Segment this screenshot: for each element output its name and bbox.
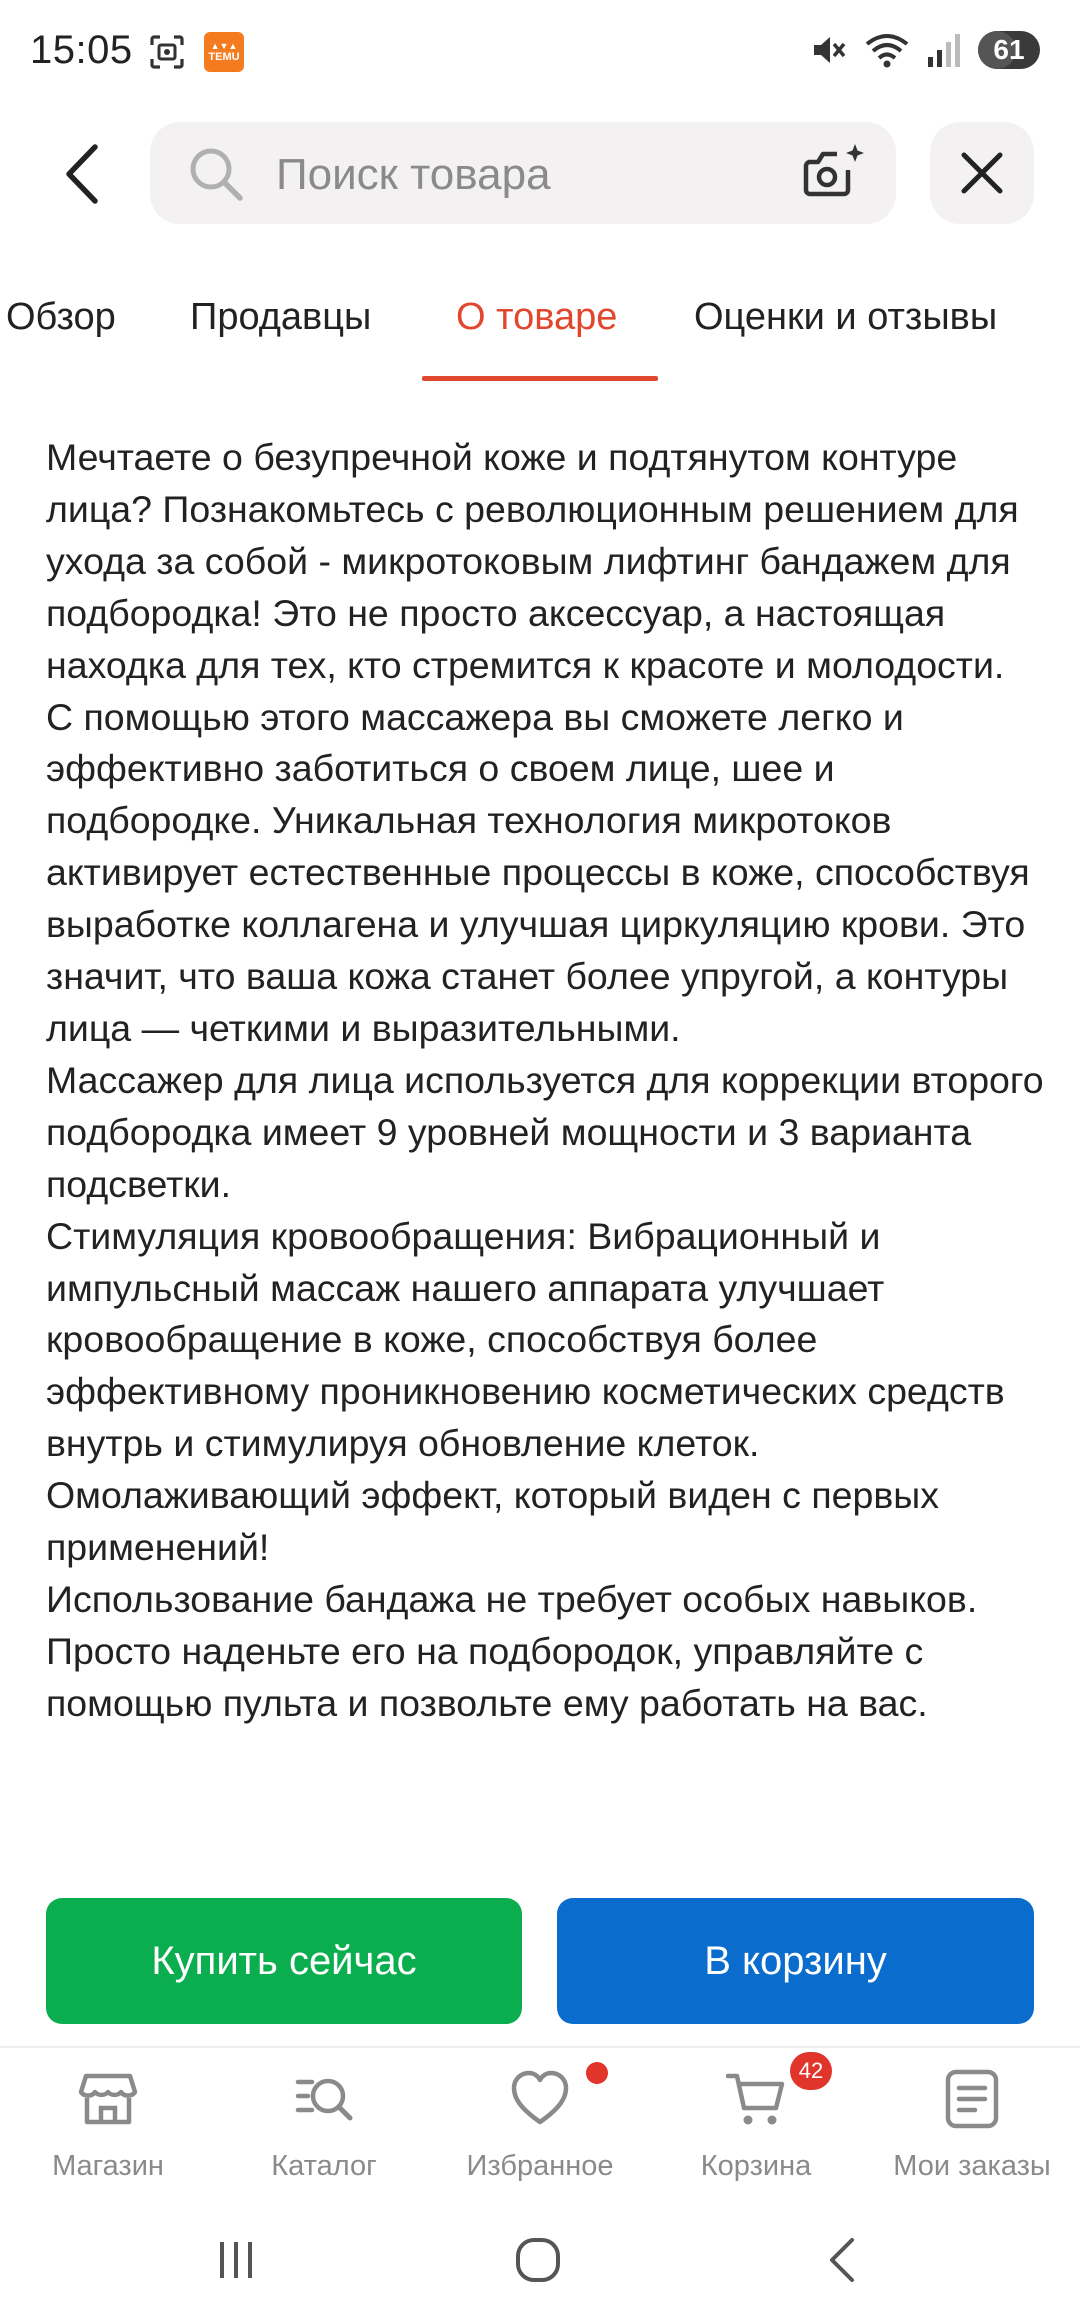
home-icon: [514, 2236, 562, 2284]
nav-item-favorites[interactable]: [432, 2048, 648, 2198]
system-back-icon: [824, 2236, 860, 2284]
close-icon: [959, 150, 1005, 196]
search-placeholder: Поиск товара: [276, 150, 551, 199]
camera-icon[interactable]: [800, 140, 866, 204]
nav-item-orders[interactable]: [864, 2048, 1080, 2198]
back-button[interactable]: [46, 134, 116, 214]
home-button[interactable]: [498, 2230, 578, 2290]
status-bar: [0, 0, 1080, 110]
status-right-icons: [808, 30, 1040, 70]
heart-icon: [510, 2068, 570, 2130]
screenshot-icon: [148, 33, 186, 71]
product-tabs: [0, 280, 1080, 384]
nav-label-favorites: Избранное: [466, 2150, 614, 2182]
system-back-button[interactable]: [802, 2230, 882, 2290]
description-paragraph: С помощью этого массажера вы сможете легко и эффективно заботиться о своем лице, шее и подбородке. Уникальная технология микротоков активирует естественные процессы в коже, способствуя выработке коллагена и улучшая циркуляцию крови. Это значит, что ваша кожа станет более упругой, а контуры лица — четкими и выразительными.: [46, 695, 1030, 1049]
nav-item-catalog[interactable]: [216, 2048, 432, 2198]
nav-label-cart: Корзина: [700, 2150, 812, 2182]
nav-item-cart[interactable]: [648, 2048, 864, 2198]
nav-label-orders: Мои заказы: [893, 2150, 1051, 2182]
mute-icon: [808, 30, 848, 70]
product-description: [46, 432, 1046, 1874]
system-navigation-bar: [0, 2210, 1080, 2316]
search-input[interactable]: [150, 122, 896, 224]
recent-apps-button[interactable]: [196, 2230, 276, 2290]
store-icon: [78, 2068, 138, 2130]
battery-icon: [978, 31, 1040, 69]
tab-about-product[interactable]: О товаре: [456, 296, 618, 338]
recent-apps-icon: [214, 2238, 258, 2282]
cart-count-badge: 42: [790, 2052, 832, 2090]
tab-sellers[interactable]: Продавцы: [190, 296, 372, 338]
description-paragraph: Использование бандажа не требует особых навыков.: [46, 1577, 978, 1620]
signal-icon: [926, 31, 962, 69]
temu-badge-label: TEMU: [208, 51, 240, 63]
battery-level: 61: [993, 34, 1025, 65]
description-paragraph: Просто наденьте его на подбородок, управляйте с помощью пульта и позвольте ему работать на вас.: [46, 1629, 928, 1724]
add-to-cart-button[interactable]: В корзину: [557, 1898, 1034, 2024]
nav-item-store[interactable]: [0, 2048, 216, 2198]
orders-icon: [942, 2068, 1002, 2130]
back-arrow-icon: [61, 143, 101, 205]
search-icon: [186, 144, 246, 204]
catalog-search-icon: [294, 2068, 354, 2130]
tab-overview[interactable]: Обзор: [6, 296, 116, 338]
buy-now-button[interactable]: Купить сейчас: [46, 1898, 522, 2024]
cart-icon: [726, 2068, 786, 2130]
description-paragraph: Стимуляция кровообращения: Вибрационный и импульсный массаж нашего аппарата улучшает кровообращение в коже, способствуя более эффективному проникновению косметических средств внутрь и стимулируя обновление клеток. Омолаживающий эффект, который виден с первых применений!: [46, 1214, 1005, 1569]
tab-reviews[interactable]: Оценки и отзывы: [694, 296, 998, 338]
nav-label-catalog: Каталог: [271, 2150, 377, 2182]
bottom-nav: [0, 2048, 1080, 2198]
status-time: 15:05: [30, 28, 133, 72]
search-header: [0, 120, 1080, 230]
close-button[interactable]: [930, 122, 1034, 224]
description-paragraph: Мечтаете о безупречной коже и подтянутом контуре лица? Познакомьтесь с революционным решением для ухода за собой - микротоковым лифтинг бандажем для подбородка! Это не просто аксессуар, а настоящая находка для тех, кто стремится к красоте и молодости.: [46, 436, 1019, 686]
status-left-icons: [148, 32, 244, 72]
temu-icon: ▲▼▲ TEMU: [204, 32, 244, 72]
favorites-notification-dot: [586, 2062, 608, 2084]
nav-label-store: Магазин: [52, 2150, 164, 2182]
description-paragraph: Массажер для лица используется для коррекции второго подбородка имеет 9 уровней мощности и 3 варианта подсветки.: [46, 1058, 1044, 1205]
active-tab-indicator: [422, 376, 658, 381]
wifi-icon: [864, 30, 910, 70]
